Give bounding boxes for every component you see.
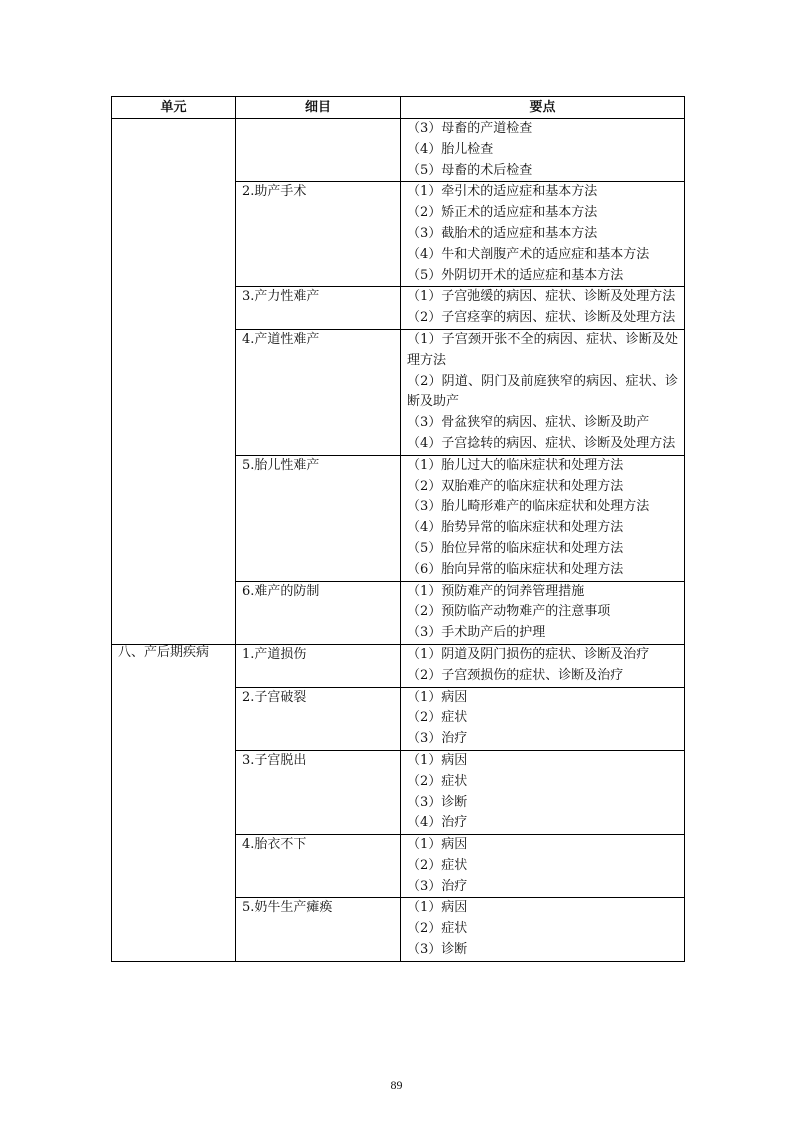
points-cell [401,644,685,687]
point-item: （1）病因 [407,900,468,916]
points-cell [401,581,685,644]
point-item: （4）子宫捻转的病因、症状、诊断及处理方法 [407,435,676,451]
table-row [112,119,685,182]
point-item: （2）矫正术的适应症和基本方法 [407,205,598,221]
point-item: （3）母畜的产道检查 [407,121,533,136]
item-cell: 5.奶牛生产瘫痪 [236,898,401,961]
point-item: （3）治疗 [407,878,468,894]
point-item: （2）症状 [407,921,468,937]
point-item: （1）病因 [407,752,468,768]
point-item: （3）胎儿畸形难产的临床症状和处理方法 [407,499,650,515]
point-item: （3）截胎术的适应症和基本方法 [407,225,598,241]
unit-cell: 八、产后期疾病 [112,644,236,961]
point-item: （4）治疗 [407,815,468,831]
table-row [112,644,685,687]
point-item: （2）子宫痉挛的病因、症状、诊断及处理方法 [407,310,676,326]
item-cell: 4.产道性难产 [236,329,401,455]
point-item: （3）骨盆狭窄的病因、症状、诊断及助产 [407,415,650,431]
point-item: （1）阴道及阴门损伤的症状、诊断及治疗 [407,646,650,662]
header-points: 要点 [401,97,685,119]
point-item: （4）胎儿检查 [407,141,494,157]
point-item: （2）症状 [407,710,468,726]
item-cell: 4.胎衣不下 [236,835,401,898]
item-cell: 3.产力性难产 [236,287,401,330]
point-item: （1）病因 [407,689,468,705]
item-cell: 2.助产手术 [236,182,401,287]
point-item: （1）牵引术的适应症和基本方法 [407,184,598,200]
point-item: （6）胎向异常的临床症状和处理方法 [407,561,624,577]
point-item: （4）牛和犬剖腹产术的适应症和基本方法 [407,246,650,262]
syllabus-table [111,96,685,962]
item-cell: 2.子宫破裂 [236,687,401,750]
item-cell [236,119,401,182]
point-item: （3）诊断 [407,794,468,810]
points-cell [401,898,685,961]
points-cell [401,329,685,455]
point-item: （1）子宫弛缓的病因、症状、诊断及处理方法 [407,289,676,305]
point-item: （2）症状 [407,857,468,873]
point-item: （1）病因 [407,837,468,853]
point-item: （4）胎势异常的临床症状和处理方法 [407,520,624,536]
item-cell: 3.子宫脱出 [236,750,401,834]
table-body [112,119,685,962]
item-cell: 1.产道损伤 [236,644,401,687]
item-cell: 6.难产的防制 [236,581,401,644]
header-item: 细目 [236,97,401,119]
point-item: （5）胎位异常的临床症状和处理方法 [407,540,624,556]
points-cell [401,835,685,898]
point-item: （5）母畜的术后检查 [407,162,533,178]
header-unit: 单元 [112,97,236,119]
points-cell [401,455,685,581]
point-item: （3）诊断 [407,942,468,958]
item-cell: 5.胎儿性难产 [236,455,401,581]
points-cell [401,750,685,834]
points-cell [401,119,685,182]
point-item: （3）手术助产后的护理 [407,625,546,641]
points-cell [401,287,685,330]
table-header [112,97,685,119]
point-item: （1）预防难产的饲养管理措施 [407,583,585,599]
unit-cell [112,119,236,645]
point-item: （3）治疗 [407,731,468,747]
point-item: （2）子宫颈损伤的症状、诊断及治疗 [407,667,624,683]
points-cell [401,687,685,750]
point-item: （5）外阴切开术的适应症和基本方法 [407,267,624,283]
page-number: 89 [390,1078,403,1092]
point-item: （2）预防临产动物难产的注意事项 [407,604,611,620]
point-item: （2）阴道、阴门及前庭狭窄的病因、症状、诊断及助产 [407,373,678,410]
point-item: （1）子宫颈开张不全的病因、症状、诊断及处理方法 [407,331,678,368]
point-item: （2）症状 [407,773,468,789]
point-item: （1）胎儿过大的临床症状和处理方法 [407,457,624,473]
point-item: （2）双胎难产的临床症状和处理方法 [407,478,624,494]
points-cell [401,182,685,287]
